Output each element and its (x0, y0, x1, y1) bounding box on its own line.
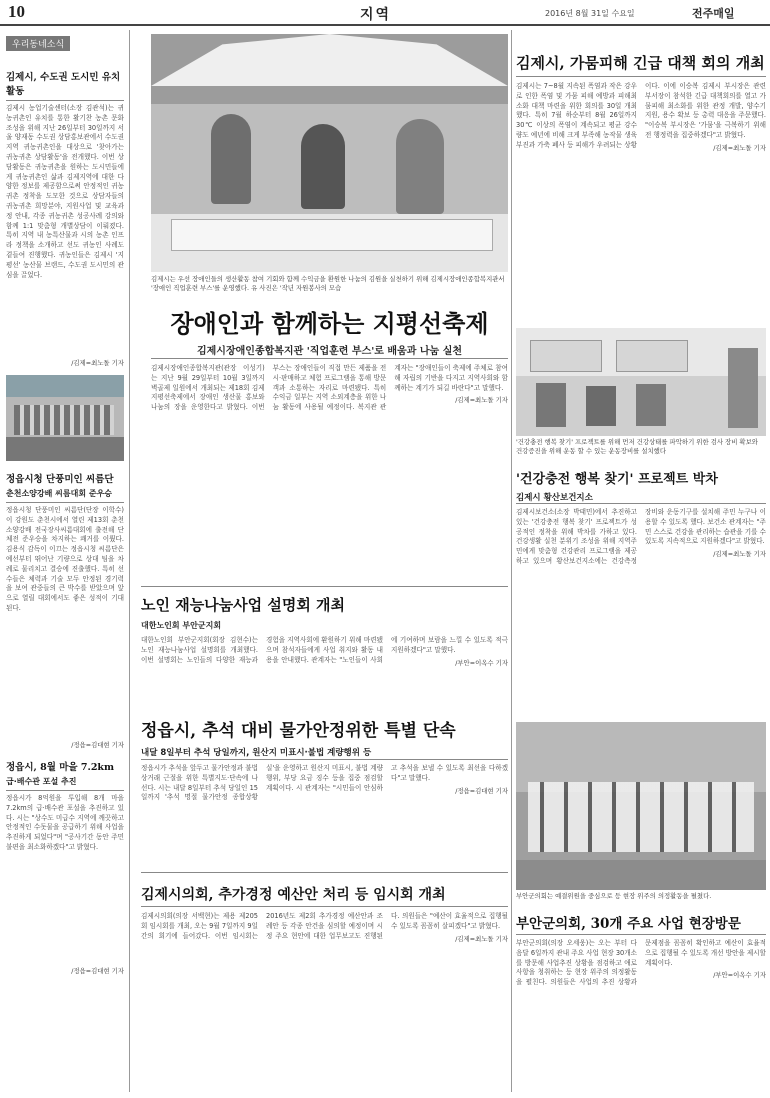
council-body-wrap (516, 939, 766, 1091)
gym-equipment-photo (516, 328, 766, 436)
article-title: 정읍시, 8월 마을 7.2km (6, 762, 115, 773)
senior-body-wrap (141, 636, 508, 696)
health-headline: '건강충전 행복 찾기' 프로젝트 박차 (516, 472, 718, 487)
column-separator (511, 30, 512, 1092)
main-subheadline: 김제시장애인종합복지관 '직업훈련 부스'로 배움과 나눔 실천 (196, 346, 463, 357)
price-body: 정읍시가 추석을 앞두고 물가안정과 불법 상거래 근절을 위한 특별지도·단속에 나선다. 시는 내달 8일부터 추석 당일인 15일까지 '추석 명절 물가안정 종합상황실'을 운영하고 원산지 미표시, 불법 계량행위, 부당 요금 징수 등을 집중 점검할 계획이다. 시 관계자는 "시민들이 안심하고 추석을 보낼 수 있도록 최선을 다하겠다"고 말했다. (141, 764, 508, 802)
price-title-wrap (141, 716, 508, 741)
council-title-wrap (516, 912, 766, 932)
newspaper-name: 전주매일 (692, 7, 735, 20)
drought-body: 김제시는 7~8월 지속된 폭염과 작은 강우로 인한 폭염 및 가뭄 피해 예방과 피해최소화 대책 마련을 위한 회의를 30일 개최했다. 특히 7월 하순부터 8월 26일까지 30℃ 이상의 폭염이 계속되고 평균 강수량도 예년에 비해 크게 부족해 농작물 생육 부진과 가축 폐사 등 피해가 우려되는 상황이다. 이에 이승복 김제시 부시장은 관련 부서장이 참석한 긴급 대책회의를 열고 가뭄피해 최소화를 위한 관정 개발, 양수기 지원, 용수 확보 등 총력 대응을 주문했다. "이승복 부시장은 '가뭄'을 극복하기 위해 전 행정력을 집중하겠다"고 밝혔다. (516, 82, 766, 149)
budget-headline: 김제시의회, 추가경정 예산안 처리 등 임시회 개최 (141, 887, 446, 903)
article-byline: /김제=최노돌 기자 (455, 396, 508, 405)
page-number: 10 (8, 2, 25, 21)
divider (6, 790, 124, 791)
senior-subheadline: 대한노인회 부안군지회 (141, 621, 222, 630)
divider (151, 358, 508, 359)
issue-date: 2016년 8월 31일 수요일 (545, 9, 635, 18)
main-subheadline-wrap (151, 342, 508, 357)
divider (6, 502, 124, 503)
divider (141, 872, 508, 873)
section-label: 우리동네소식 (6, 36, 70, 51)
council-visit-photo (516, 722, 766, 890)
divider (516, 503, 766, 504)
main-article-body-wrap (151, 364, 508, 524)
budget-body: 김제시의회(의장 서백현)는 제용 제205회 임시회를 개최, 오는 9월 7일까지 9일간의 회기에 들어갔다. 이번 임시회는 2016년도 제2회 추가경정 예산안과 조례안 등 각종 안건을 심의할 예정이며 시정 주요 현안에 대한 업무보고도 진행된다. 의원들은 "예산이 효율적으로 집행될 수 있도록 꼼꼼히 살피겠다"고 밝혔다. (141, 912, 508, 940)
page-header (0, 0, 770, 26)
photo-caption: 김제시는 우선 장애인들의 생산활동 참여 기회와 함께 수익금을 환원한 나눔의 김원을 실천하기 위해 김제시장애인종합복지관서 '장애인 직업훈련 부스'를 운영했다. 유 사진은 '작년 자원봉사의 모습 (151, 275, 505, 292)
article-body: 김제시 농업기술센터(소장 김관석)는 귀농귀촌인 유치를 통한 활기찬 농촌 문화 조성을 위해 지난 26일부터 30일까지 서울 양재동 수도권 상담홍보관에서 수도권 지역 귀농귀촌인을 대상으로 '찾아가는 귀농귀촌 상담활동'을 전개했다. 이번 상담활동은 귀농귀촌을 원하는 도시민들에게 귀농귀촌인 삶과 김제지역에 대한 다양한 정보를 제공함으로써 안정적인 귀농귀촌 정착을 도모한 것으로 상담자들의 귀농귀촌 희망분야, 지원사업 및 교육과정 안내, 각종 귀농귀촌 성공사례 강의와 함께 1:1 맞춤형 개별상담이 이뤄졌다. 특히 지역 내 농특산물과 시의 농촌 인프라 정책을 소개하고 선도 귀농인 사례도 곁들여 진행했다. 귀농인들은 김제시 '지평선' 농산물 브랜드, 수도권 도시민의 관심을 끌었다. (6, 104, 124, 279)
divider (516, 934, 766, 935)
health-body: 김제시보건소(소장 박태민)에서 추진하고 있는 '건강충전 행복 찾기' 프로젝트가 성공적인 정착을 위해 박차를 가하고 있다. 건강생활 실천 분위기 조성을 위해 지역주민에게 맞춤형 건강관리 프로그램을 제공하고 있으며 황산보건지소에는 건강측정 장비와 운동기구를 설치해 주민 누구나 이용할 수 있도록 했다. 보건소 관계자는 "주민 스스로 건강을 관리하는 습관을 기를 수 있도록 지속적으로 지원하겠다"고 밝혔다. (516, 508, 766, 565)
article-byline: /부안=이옥수 기자 (455, 658, 508, 667)
drought-title-wrap (516, 52, 766, 73)
divider (141, 586, 508, 587)
divider (516, 76, 766, 77)
article-body: 정읍시청 단풍미인 씨름단(단장 이학수)이 강원도 춘천시에서 열린 제13회 춘천소양강배 전국장사씨름대회에 출전해 단체전 준우승을 차지하는 쾌거를 이뤘다. 김용식 감독이 이끄는 정읍시청 씨름단은 예선부터 뛰어난 기량으로 상대 팀을 차례로 물리치고 결승에 진출했다. 특히 선수들은 체력과 기술 모두 안정된 경기력을 보여 관중들의 큰 박수를 받았으며 앞으로 열릴 대회에서도 좋은 성적이 기대된다. (6, 506, 124, 612)
budget-title-wrap (141, 884, 508, 904)
divider (141, 906, 508, 907)
left-column (6, 32, 124, 1092)
article-subtitle: 춘천소양강배 씨름대회 준우승 (6, 489, 113, 498)
wrestling-team-photo (6, 375, 124, 461)
price-subheadline: 내달 8일부터 추석 당일까지, 원산지 미표시·불법 계량행위 등 (141, 748, 372, 758)
column-separator (129, 30, 130, 1092)
senior-title-wrap (141, 594, 508, 615)
article-body: 정읍시가 8억원을 투입해 8개 마을 7.2km의 급·배수관 포설을 추진하고 있다. 시는 "상수도 미급수 지역에 깨끗하고 안정적인 수돗물을 공급하기 위해 사업을 추진하게 되었다"며 "공사기간 동안 주민 불편을 최소화하겠다"고 밝혔다. (6, 794, 124, 851)
drought-headline: 김제시, 가뭄피해 긴급 대책 회의 개최 (516, 54, 765, 72)
section-title: 지역 (360, 7, 392, 23)
article-byline: /김제=최노돌 기자 (713, 550, 766, 559)
article-byline: /정읍=김대현 기자 (455, 786, 508, 795)
main-article-body: 김제시장애인종합복지관(관장 이성기)는 지난 9월 29일부터 10월 3일까지 벽골제 일원에서 개최되는 제18회 김제지평선축제에서 장애인 생산물 홍보와 나눔의 장을 운영한다고 밝혔다. 이번 부스는 장애인들이 직접 만든 제품을 전시·판매하고 체험 프로그램을 통해 방문객과 소통하는 자리로 마련됐다. 특히 수익금 일부는 지역 소외계층을 위한 나눔 활동에 사용될 예정이다. 복지관 관계자는 "장애인들이 축제에 주체로 참여해 자립의 기반을 다지고 지역사회와 함께하는 계기가 되길 바란다"고 말했다. (151, 364, 508, 412)
article-byline: /김제=최노돌 기자 (455, 934, 508, 943)
main-headline: 장애인과 함께하는 지평선축제 (170, 309, 489, 338)
article-byline: /정읍=김대현 기자 (71, 967, 124, 975)
photo-caption: '건강충전 행복 찾기' 프로젝트를 위해 먼저 건강상태를 파악하기 위한 검사 장비 확보와 건강증진을 위해 운동 할 수 있는 운동장비를 설치했다 (516, 438, 758, 455)
drought-body-wrap (516, 82, 766, 320)
price-headline: 정읍시, 추석 대비 물가안정위한 특별 단속 (141, 721, 456, 741)
article-byline: /정읍=김대현 기자 (71, 741, 124, 749)
senior-body: 대한노인회 부안군지회(회장 김현수)는 노인 재능나눔사업 설명회를 개최했다. 이번 설명회는 노인들의 다양한 재능과 경험을 지역사회에 환원하기 위해 마련됐으며 참석자들에게 사업 취지와 활동 내용을 안내했다. 관계자는 "노인들이 사회에 기여하며 보람을 느낄 수 있도록 적극 지원하겠다"고 말했다. (141, 636, 508, 664)
festival-booth-photo (151, 34, 508, 272)
header-rule (0, 24, 770, 26)
health-subheadline: 김제시 황산보건지소 (516, 493, 593, 503)
article-title: 김제시, 수도권 도시민 유치 활동 (6, 72, 121, 97)
health-body-wrap (516, 508, 766, 713)
budget-body-wrap (141, 912, 508, 1092)
price-body-wrap (141, 764, 508, 859)
divider (6, 100, 124, 101)
photo-caption: 부안군의회는 예결위원을 중심으로 등 현장 위주의 의정활동을 펼쳤다. (516, 892, 712, 900)
article-title: 정읍시청 단풍미인 씨름단 (6, 474, 114, 485)
health-title-wrap (516, 468, 766, 487)
article-byline: /김제=최노돌 기자 (71, 359, 124, 367)
main-headline-wrap (151, 304, 508, 339)
article-subtitle: 급·배수관 포설 추진 (6, 777, 77, 786)
council-headline: 부안군의회, 30개 주요 사업 현장방문 (516, 916, 741, 932)
divider (141, 759, 508, 760)
article-byline: /김제=최노돌 기자 (713, 143, 766, 152)
article-byline: /부안=이옥수 기자 (713, 971, 766, 980)
council-body: 부안군의회(의장 오세웅)는 오는 부터 다음달 6일까지 관내 주요 사업 현장 30개소를 방문해 사업추진 상황을 점검하고 애로사항을 청취하는 등 현장 위주의 의정활동을 펼친다. 의원들은 사업의 추진 상황과 문제점을 꼼꼼히 확인하고 예산이 효율적으로 집행될 수 있도록 개선 방안을 제시할 계획이다. (516, 939, 766, 987)
senior-headline: 노인 재능나눔사업 설명회 개최 (141, 596, 346, 614)
